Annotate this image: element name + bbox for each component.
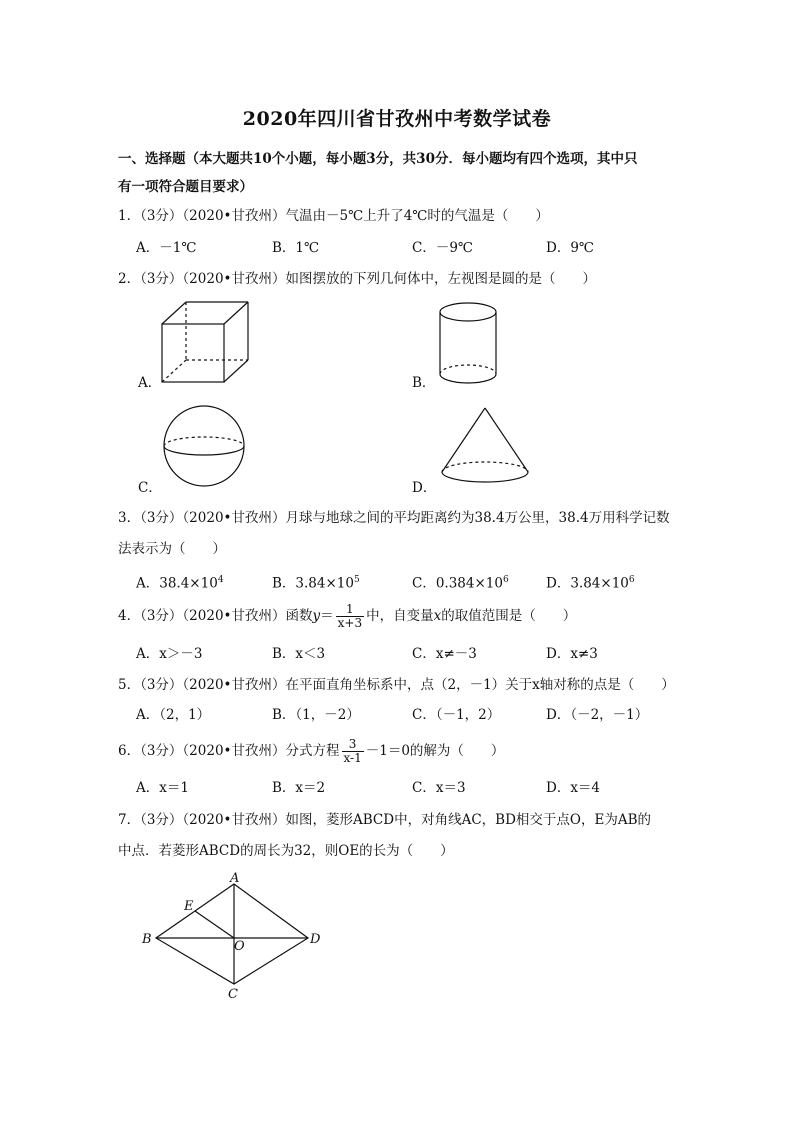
q6-option-c: C．x＝3 (412, 780, 466, 796)
q6-option-b: B．x＝2 (272, 780, 326, 796)
q4-option-d: D．x≠3 (546, 646, 598, 662)
q3-option-c: C．$0.384\times 10^6$ (412, 575, 509, 592)
q4-option-c: C．x≠－3 (412, 646, 477, 662)
sphere-figure (162, 404, 248, 490)
q1-option-b: B．1℃ (272, 240, 320, 256)
q1-option-c: C．－9℃ (412, 240, 474, 256)
q4-fraction: $\frac{1}{x+3}$ (337, 602, 363, 630)
q2-stem: 2．（3分）（2020•甘孜州）如图摆放的下列几何体中，左视图是圆的是（ ） (118, 271, 596, 287)
q5-option-a: A．（2，1） (136, 707, 211, 723)
q3-stem-line2: 法表示为（ ） (118, 541, 226, 557)
point-label-b: B (142, 932, 152, 947)
q5-option-c: C．（－1，2） (412, 707, 501, 723)
q2-label-d: D． (412, 480, 437, 496)
q3-stem-line1: 3．（3分）（2020•甘孜州）月球与地球之间的平均距离约为38.4万公里，38.4万用科学记数 (118, 510, 670, 526)
point-label-d: D (310, 932, 321, 947)
q4-stem: 4．（3分）（2020•甘孜州）函数y＝ $\frac{1}{x+3}$ 中，自变量x的取值范围是（ ） (118, 602, 577, 630)
q7-stem-line2: 中点．若菱形ABCD的周长为32，则OE的长为（ ） (118, 843, 454, 859)
q2-label-b: B． (412, 375, 436, 391)
q7-stem-line1: 7．（3分）（2020•甘孜州）如图，菱形ABCD中，对角线AC，BD相交于点O，E为AB的 (118, 812, 651, 828)
q2-label-c: C． (138, 480, 162, 496)
point-label-a: A (230, 871, 240, 886)
q3-option-d: D．$3.84\times 10^6$ (546, 575, 635, 592)
q5-option-b: B．（1，－2） (272, 707, 360, 723)
q1-stem: 1．（3分）（2020•甘孜州）气温由－5℃上升了4℃时的气温是（ ） (118, 208, 549, 224)
section-heading-line1: 一、选择题（本大题共10个小题，每小题3分，共30分．每小题均有四个选项，其中只 (118, 151, 638, 167)
q3-option-b: B．$3.84\times 10^5$ (272, 575, 360, 592)
q1-option-d: D．9℃ (546, 240, 595, 256)
q4-option-a: A．x＞－3 (136, 646, 203, 662)
cone-figure (440, 406, 532, 488)
cube-figure (160, 300, 252, 386)
q3-option-a: A．$38.4\times 10^4$ (136, 575, 224, 592)
section-heading-line2: 有一项符合题目要求） (118, 179, 253, 195)
q1-option-a: A．－1℃ (136, 240, 197, 256)
point-label-o: O (234, 939, 245, 954)
q2-label-a: A． (138, 375, 162, 391)
cylinder-figure (438, 302, 500, 386)
q6-option-a: A．x＝1 (136, 780, 189, 796)
q6-option-d: D．x＝4 (546, 780, 601, 796)
q4-option-b: B．x＜3 (272, 646, 326, 662)
page-title: 2020年四川省甘孜州中考数学试卷 (242, 108, 552, 130)
q5-stem: 5．（3分）（2020•甘孜州）在平面直角坐标系中，点（2，－1）关于x轴对称的点是（ ） (118, 677, 675, 693)
point-label-c: C (228, 987, 238, 1002)
q6-stem: 6．（3分）（2020•甘孜州）分式方程 $\frac{3}{x-1}$ －1＝0的解为（ ） (118, 737, 505, 765)
q6-fraction: $\frac{3}{x-1}$ (343, 737, 362, 765)
point-label-e: E (184, 899, 194, 914)
rhombus-figure (140, 872, 330, 1002)
q5-option-d: D．（－2，－1） (546, 707, 649, 723)
